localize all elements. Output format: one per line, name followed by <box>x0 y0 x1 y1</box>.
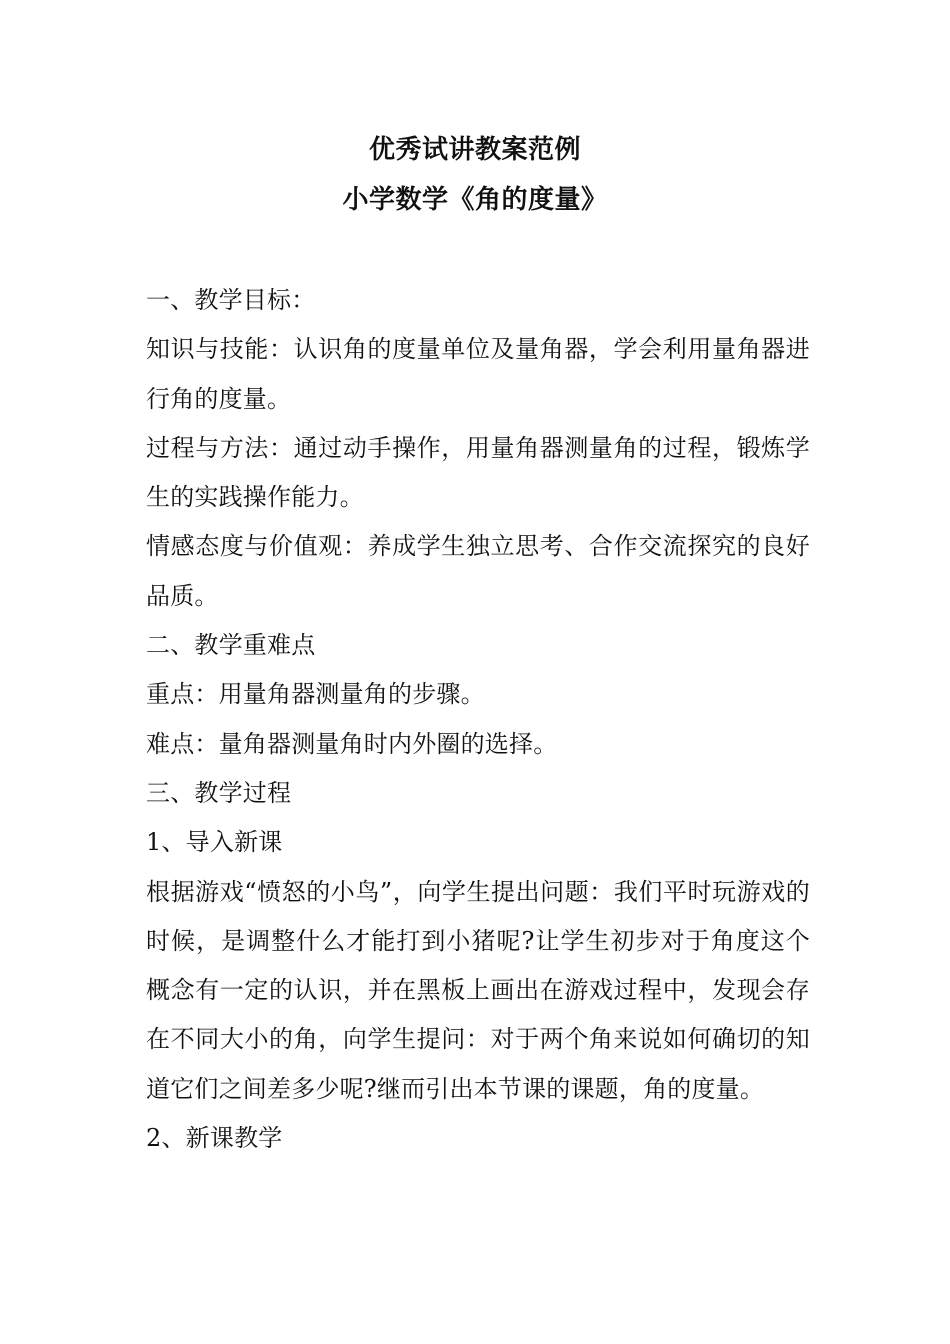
paragraph-intro: 根据游戏“愤怒的小鸟”，向学生提出问题：我们平时玩游戏的时候，是调整什么才能打到小猪呢?让学生初步对于角度这个概念有一定的认识，并在黑板上画出在游戏过程中，发现会存在不同大小的角，向学生提问：对于两个角来说如何确切的知道它们之间差多少呢?继而引出本节课的课题，角的度量。 <box>146 877 810 1103</box>
paragraph-attitude-values: 情感态度与价值观：养成学生独立思考、合作交流探究的良好品质。 <box>146 532 810 610</box>
section-heading-objectives: 一、教学目标： <box>146 286 316 314</box>
section-heading-process: 三、教学过程 <box>146 778 292 807</box>
paragraph-difficult-point: 难点：量角器测量角时内外圈的选择。 <box>146 729 558 758</box>
subsection-heading-new-lesson: 2、新课教学 <box>146 1124 283 1153</box>
document-body <box>146 276 810 1163</box>
subsection-heading-intro: 1、导入新课 <box>146 828 283 857</box>
document-title: 优秀试讲教案范例 <box>368 135 581 165</box>
paragraph-key-point: 重点：用量角器测量角的步骤。 <box>146 680 485 709</box>
paragraph-knowledge-skills: 知识与技能：认识角的度量单位及量角器，学会利用量角器进行角的度量。 <box>146 335 810 413</box>
section-heading-key-points: 二、教学重难点 <box>146 631 316 660</box>
paragraph-process-methods: 过程与方法：通过动手操作，用量角器测量角的过程，锻炼学生的实践操作能力。 <box>146 433 810 512</box>
document-subtitle: 小学数学《角的度量》 <box>342 185 608 215</box>
